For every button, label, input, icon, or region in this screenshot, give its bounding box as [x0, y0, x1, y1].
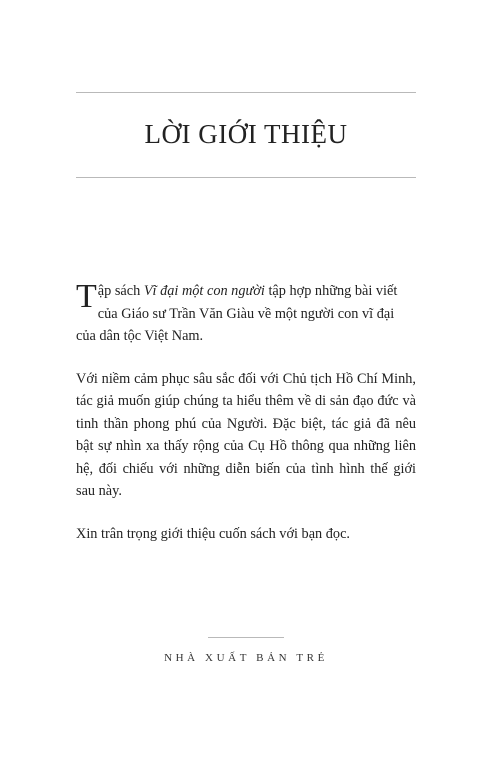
publisher-name: NHÀ XUẤT BẢN TRẺ: [164, 652, 328, 664]
paragraph-1-start: ập sách: [97, 283, 144, 299]
paragraph-2: Với niềm cảm phục sâu sắc đối với Chủ tịch Hồ Chí Minh, tác giả muốn giúp chúng ta hiểu thêm về di sản đạo đức và tinh thần phong phú của Người. Đặc biệt, tác giả đã nêu bật sự nhìn xa thấy rộng của Cụ Hồ thông qua những liên hệ, đối chiếu với những diễn biến của tình hình thế giới sau này.: [76, 370, 416, 499]
paragraph-3: Xin trân trọng giới thiệu cuốn sách với bạn đọc.: [76, 525, 350, 542]
book-title: Vĩ đại một con người: [143, 283, 265, 299]
publisher-divider: [208, 637, 284, 638]
paragraph-1: [76, 280, 416, 348]
top-divider: [76, 92, 416, 93]
title-bottom-divider: [76, 177, 416, 178]
drop-cap: T: [76, 278, 97, 315]
paragraph-1-rest: tập hợp những bài viết của Giáo sư Trần Văn Giàu về một người con vĩ đại của dân tộc Việt Nam.: [76, 283, 398, 344]
introduction-body: [76, 280, 416, 565]
page-title: LỜI GIỚI THIỆU: [144, 119, 348, 149]
